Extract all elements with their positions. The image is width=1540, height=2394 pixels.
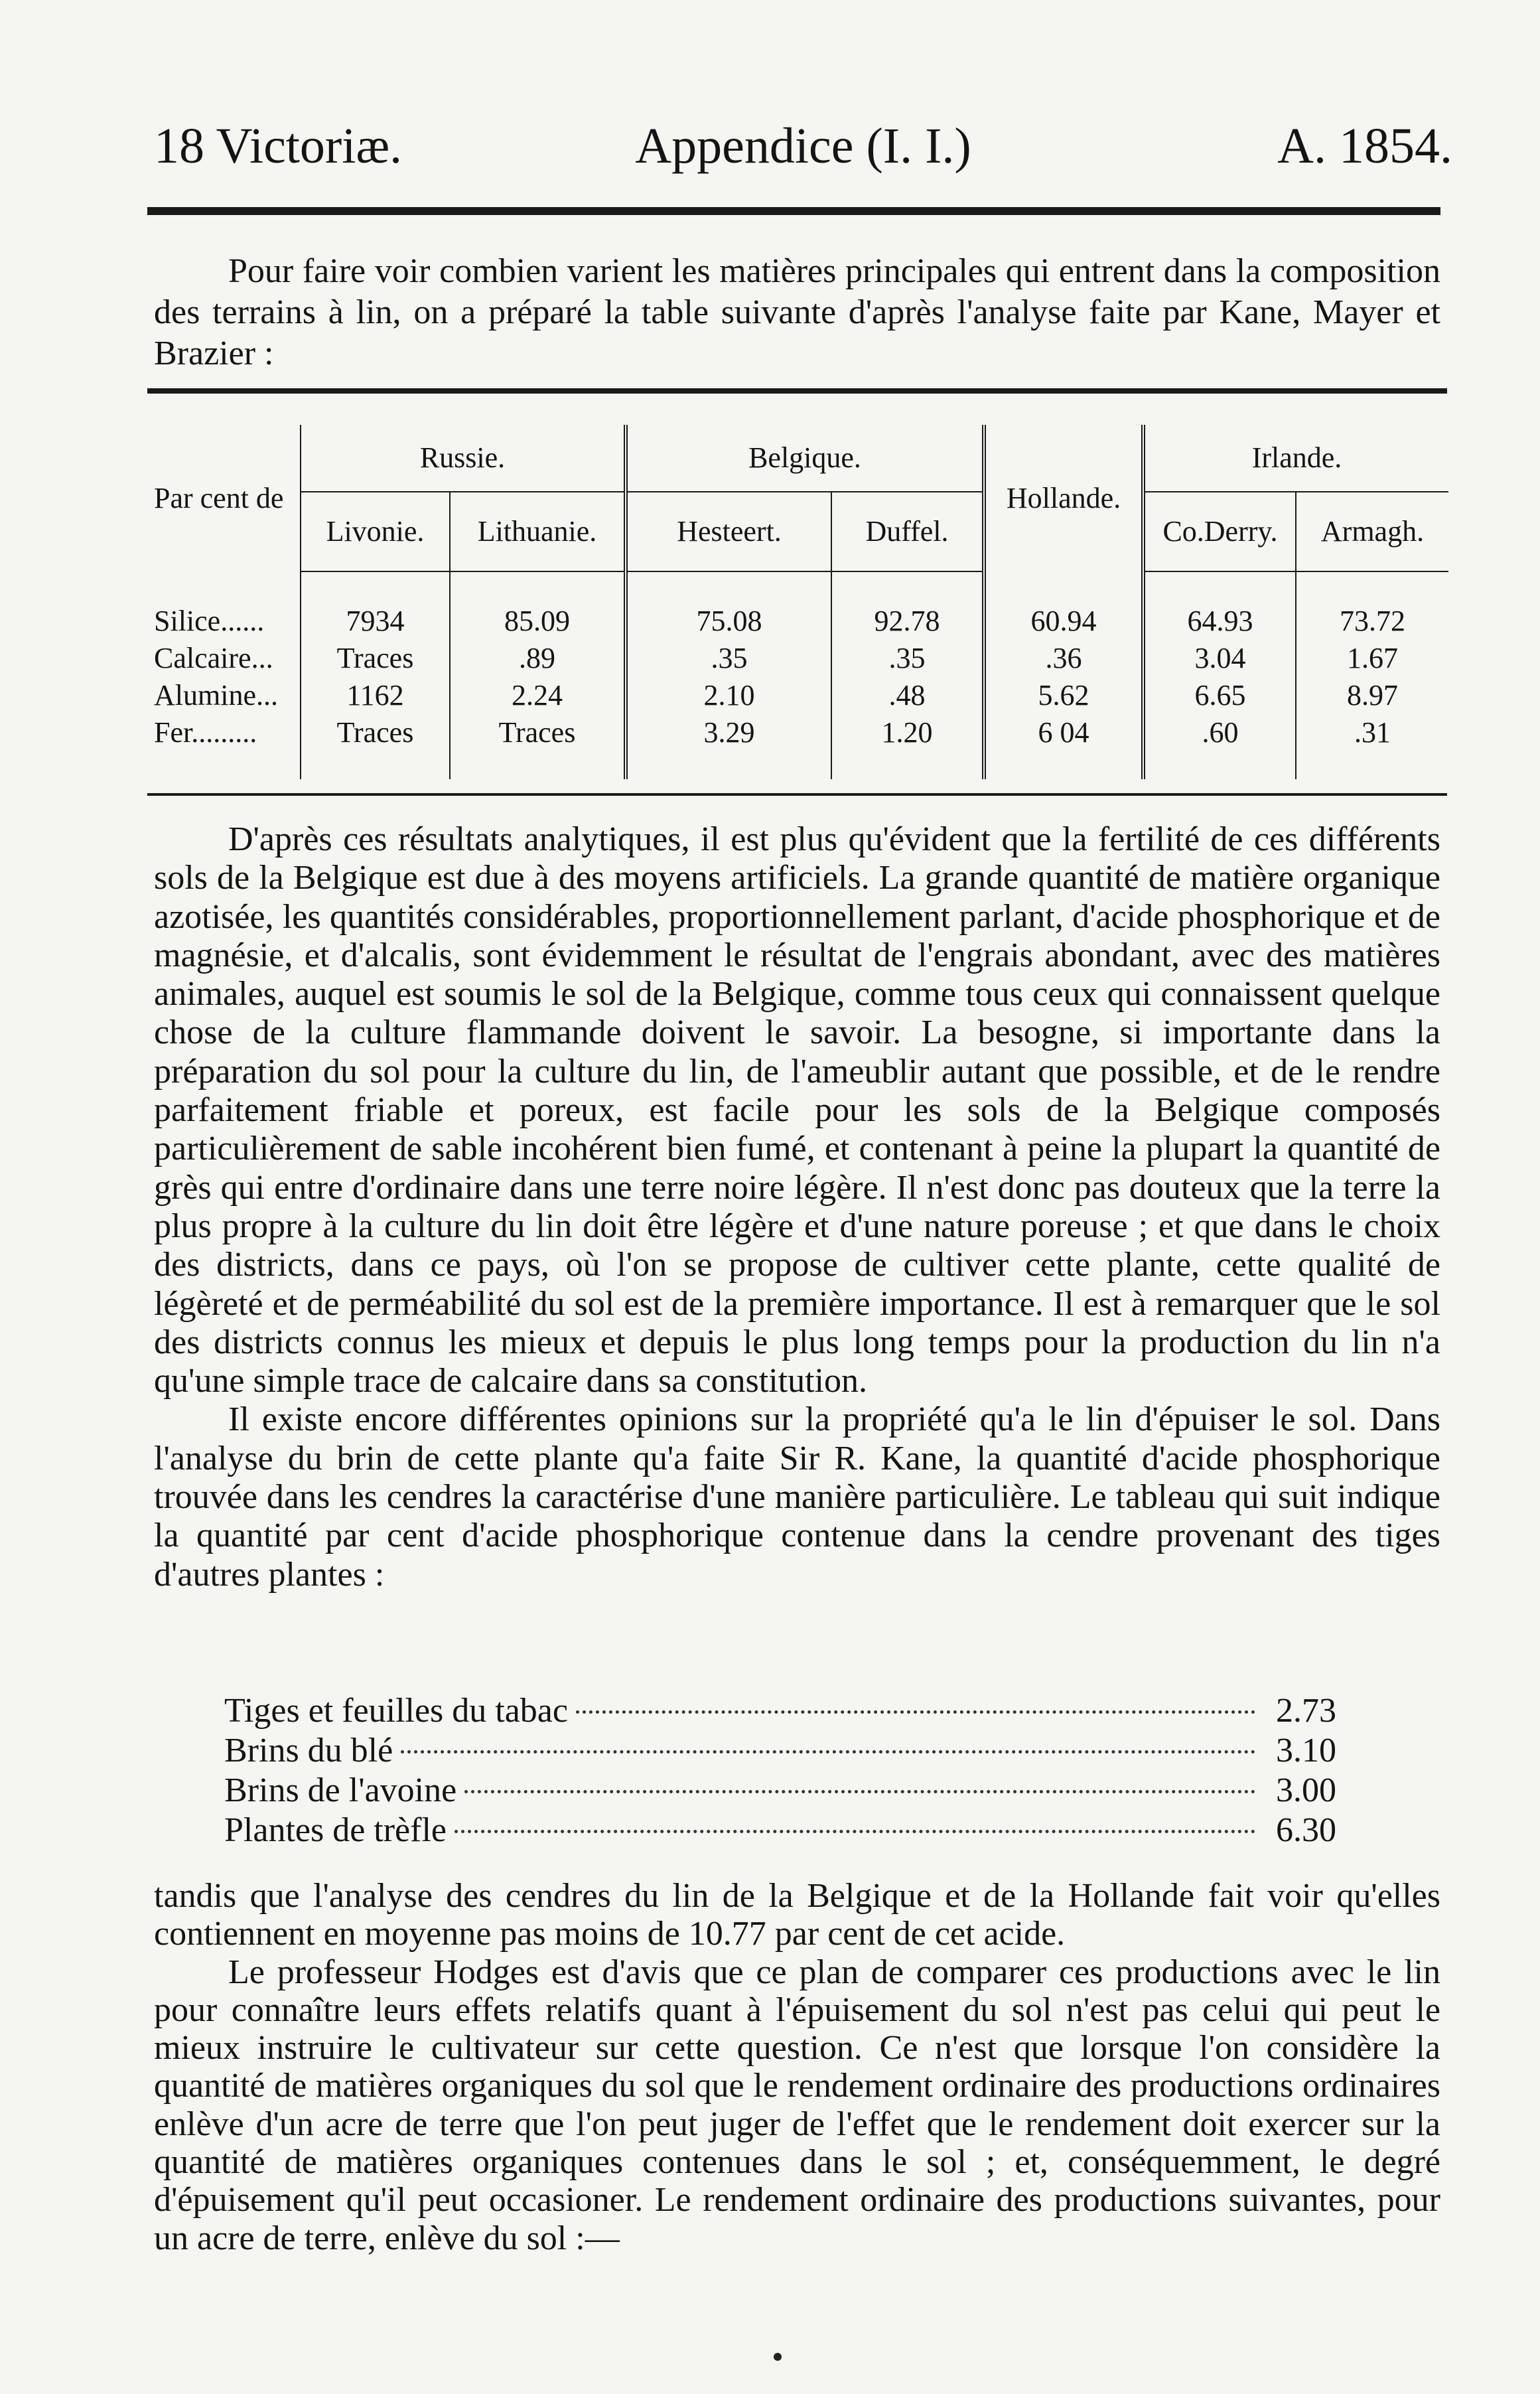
row-label-silice: Silice...... bbox=[154, 605, 265, 637]
col-livonie: Livonie. bbox=[301, 492, 450, 571]
header-volume: 18 Victoriæ. bbox=[154, 118, 403, 174]
table-cell: 5.62 bbox=[984, 677, 1143, 714]
list-item-name: Plantes de trèfle bbox=[224, 1811, 447, 1849]
list-item-name: Tiges et feuilles du tabac bbox=[224, 1692, 568, 1730]
table-cell: 2.24 bbox=[450, 677, 626, 714]
row-label-calcaire: Calcaire... bbox=[154, 642, 273, 674]
table-row bbox=[151, 640, 1448, 677]
row-label-fer: Fer......... bbox=[154, 716, 257, 749]
table-cell: 2.10 bbox=[626, 677, 831, 714]
col-hesteert: Hesteert. bbox=[626, 492, 831, 571]
table-cell: 6.65 bbox=[1143, 677, 1296, 714]
list-item-value: 6.30 bbox=[1276, 1811, 1336, 1849]
group-irlande: Irlande. bbox=[1143, 425, 1448, 492]
header-rule bbox=[147, 207, 1440, 215]
group-russie: Russie. bbox=[301, 425, 626, 492]
list-item bbox=[224, 1811, 1336, 1850]
table-cell: 3.04 bbox=[1143, 640, 1296, 677]
table-cell: 6 04 bbox=[984, 714, 1143, 779]
table-cell: 85.09 bbox=[450, 603, 626, 640]
col-co-derry: Co.Derry. bbox=[1143, 492, 1296, 571]
table-cell: 75.08 bbox=[626, 603, 831, 640]
table-cell: .35 bbox=[831, 640, 984, 677]
dot-leader bbox=[455, 1830, 1255, 1833]
table-cell: 1.67 bbox=[1296, 640, 1448, 677]
table-cell: 64.93 bbox=[1143, 603, 1296, 640]
row-header-cell bbox=[151, 425, 301, 571]
header-section: Appendice (I. I.) bbox=[635, 118, 971, 174]
table-cell: 8.97 bbox=[1296, 677, 1448, 714]
table-spacer-row bbox=[151, 571, 1448, 603]
col-duffel: Duffel. bbox=[831, 492, 984, 571]
col-armagh: Armagh. bbox=[1296, 492, 1448, 571]
header-year: A. 1854. bbox=[1277, 118, 1452, 174]
dot-leader bbox=[464, 1790, 1255, 1793]
row-label-alumine: Alumine... bbox=[154, 679, 278, 711]
col-lithuanie: Lithuanie. bbox=[450, 492, 626, 571]
table-group-header-row bbox=[151, 425, 1448, 492]
table-cell: 92.78 bbox=[831, 603, 984, 640]
list-item bbox=[224, 1771, 1336, 1811]
list-item-name: Brins de l'avoine bbox=[224, 1771, 457, 1809]
body-paragraph: tandis que l'analyse des cendres du lin de la Belgique et de la Hollande fait voir qu'elles contiennent en moyenne pas moins de 10.77 par cent de cet acide. bbox=[154, 1877, 1440, 1953]
table-cell: .35 bbox=[626, 640, 831, 677]
body-paragraph: D'après ces résultats analytiques, il est plus qu'évident que la fertilité de ces différents sols de la Belgique est due à des moyens artificiels. La grande quantité de matière organique azotisée, les quantités considérables, proportionnellement parlant, d'acide phosphorique et de magnésie, et d'alcalis, sont évidemment le résultat de l'engrais abondant, avec des matières animales, auquel est soumis le sol de la Belgique, comme tous ceux qui connaissent quelque chose de la culture flammande doivent le savoir. La besogne, si importante dans la préparation du sol pour la culture du lin, de l'ameublir autant que possible, et de le rendre parfaitement friable et poreux, est facile pour les sols de la Belgique composés particulièrement de sable incohérent bien fumé, et contenant à peine la plupart la quantité de grès qui entre d'ordinaire dans une terre noire légère. Il n'est donc pas douteux que la terre la plus propre à la culture du lin doit être légère et d'une nature poreuse ; et que dans le choix des districts, dans ce pays, où l'on se propose de cultiver cette plante, cette qualité de légèreté et de perméabilité du sol est de la première importance. Il est à remarquer que le sol des districts connus les mieux et depuis le plus long temps pour la production du lin n'a qu'une simple trace de calcaire dans sa constitution. bbox=[154, 820, 1440, 1400]
table-cell: .36 bbox=[984, 640, 1143, 677]
soil-composition-table bbox=[151, 425, 1448, 779]
body-section-2 bbox=[154, 1877, 1440, 2257]
table-cell: 1162 bbox=[301, 677, 450, 714]
table-cell: .89 bbox=[450, 640, 626, 677]
ink-dot bbox=[774, 2353, 782, 2361]
table-row bbox=[151, 603, 1448, 640]
table-cell: Traces bbox=[301, 714, 450, 779]
list-item-value: 3.00 bbox=[1276, 1771, 1336, 1809]
body-paragraph: Il existe encore différentes opinions sur la propriété qu'a le lin d'épuiser le sol. Dans l'analyse du brin de cette plante qu'a faite Sir R. Kane, la quantité d'acide phosphorique trouvée dans les cendres la caractérise d'une manière particulière. Le tableau qui suit indique la quantité par cent d'acide phosphorique contenue dans la cendre provenant des tiges d'autres plantes : bbox=[154, 1400, 1440, 1594]
table-cell: Traces bbox=[450, 714, 626, 779]
table-row bbox=[151, 714, 1448, 779]
dot-leader bbox=[576, 1710, 1255, 1714]
table-top-rule bbox=[147, 388, 1447, 394]
list-item-value: 3.10 bbox=[1276, 1732, 1336, 1769]
list-item bbox=[224, 1691, 1336, 1731]
table-cell: Traces bbox=[301, 640, 450, 677]
table-cell: 73.72 bbox=[1296, 603, 1448, 640]
table-row bbox=[151, 677, 1448, 714]
running-header bbox=[154, 113, 1452, 186]
table-cell: 60.94 bbox=[984, 603, 1143, 640]
table-cell: .60 bbox=[1143, 714, 1296, 779]
row-header-label: Par cent de bbox=[154, 481, 284, 514]
table-cell: .48 bbox=[831, 677, 984, 714]
list-item-value: 2.73 bbox=[1276, 1692, 1336, 1730]
group-belgique: Belgique. bbox=[626, 425, 984, 492]
table-bottom-rule bbox=[147, 793, 1447, 796]
list-item bbox=[224, 1731, 1336, 1771]
table-cell: .31 bbox=[1296, 714, 1448, 779]
phosphoric-acid-list bbox=[224, 1691, 1336, 1850]
group-hollande: Hollande. bbox=[984, 425, 1143, 571]
table-column-header-row bbox=[151, 492, 1448, 571]
table-cell: 3.29 bbox=[626, 714, 831, 779]
table-cell: 7934 bbox=[301, 603, 450, 640]
table-cell: 1.20 bbox=[831, 714, 984, 779]
body-paragraph: Le professeur Hodges est d'avis que ce plan de comparer ces productions avec le lin pour connaître leurs effets relatifs quant à l'épuisement du sol n'est pas celui qui peut le mieux instruire le cultivateur sur cette question. Ce n'est que lorsque l'on considère la quantité de matières organiques du sol que le rendement ordinaire des productions ordinaires enlève d'un acre de terre que l'on peut juger de l'effet que le rendement doit exercer sur la quantité de matières organiques contenues dans le sol ; et, conséquemment, le degré d'épuisement qu'il peut occasioner. Le rendement ordinaire des productions suivantes, pour un acre de terre, enlève du sol :— bbox=[154, 1953, 1440, 2257]
intro-paragraph: Pour faire voir combien varient les matières principales qui entrent dans la composition des terrains à lin, on a préparé la table suivante d'après l'analyse faite par Kane, Mayer et Brazier : bbox=[154, 252, 1440, 372]
list-item-name: Brins du blé bbox=[224, 1732, 393, 1769]
dot-leader bbox=[401, 1750, 1255, 1754]
body-section-1 bbox=[154, 820, 1440, 1594]
